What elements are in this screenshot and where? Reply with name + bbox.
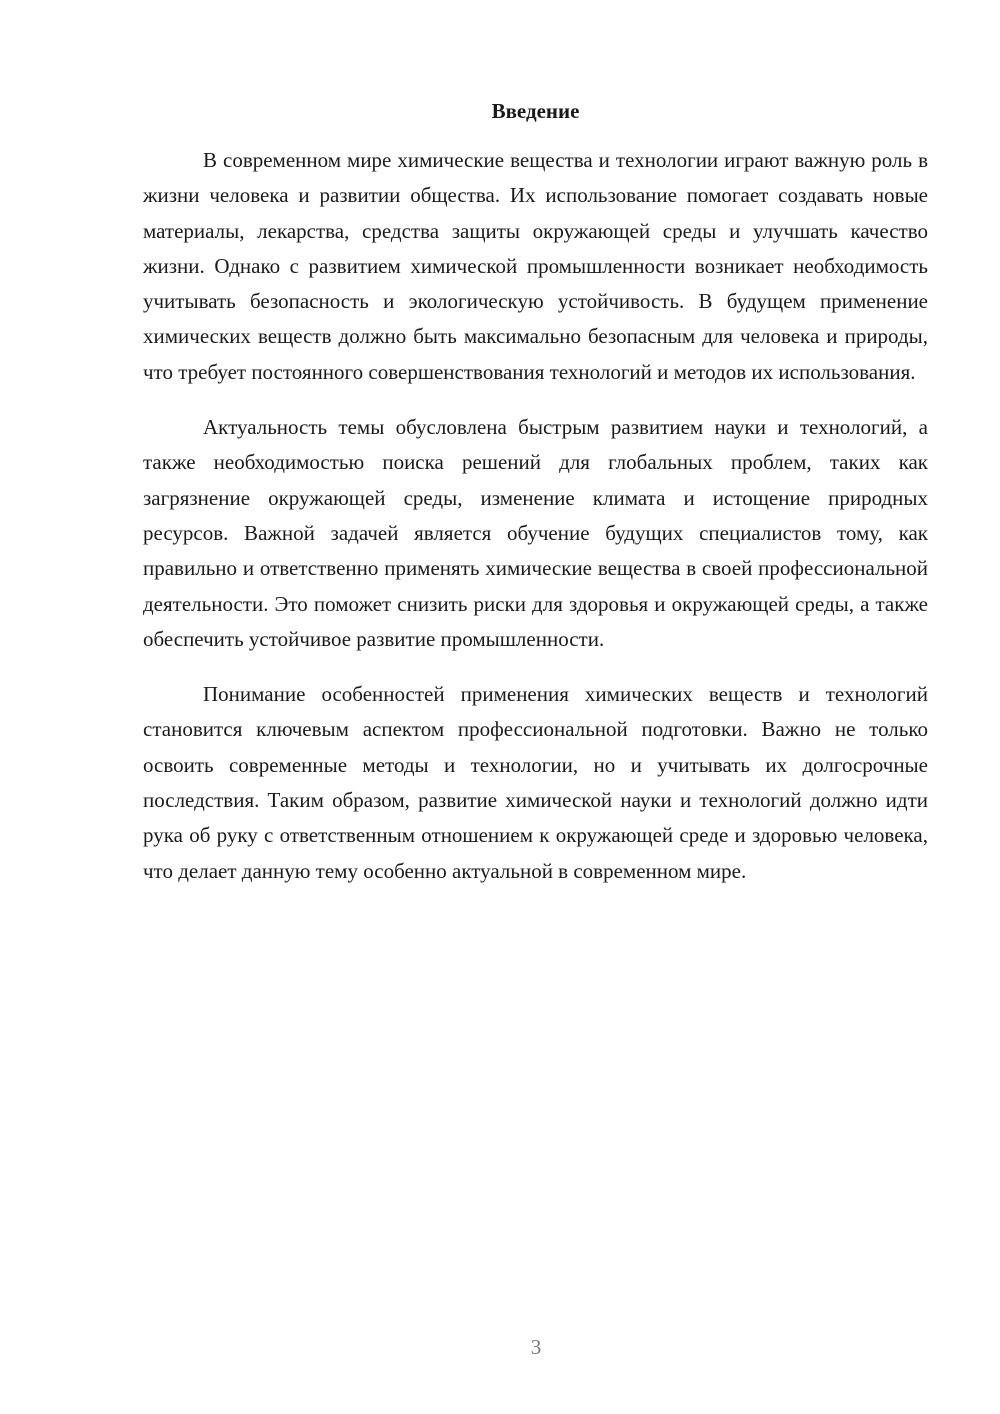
paragraph-1: В современном мире химические вещества и технологии играют важную роль в жизни человека и развитии общества. Их использование помогает создавать новые материалы, лекарства, средства защиты окружающей среды и улучшать качество жизни. Однако с развитием химической промышленности возникает необходимость учитывать безопасность и экологическую устойчивость. В будущем применение химических веществ должно быть максимально безопасным для человека и природы, что требует постоянного совершенствования технологий и методов их использования. xyxy=(143,148,928,384)
section-title: Введение xyxy=(491,99,580,123)
paragraph-3: Понимание особенностей применения химических веществ и технологий становится ключевым аспектом профессиональной подготовки. Важно не только освоить современные методы и технологии, но и учитывать их долгосрочные последствия. Таким образом, развитие химической науки и технологий должно идти рука об руку с ответственным отношением к окружающей среде и здоровью человека, что делает данную тему особенно актуальной в современном мире. xyxy=(143,682,928,883)
document-body xyxy=(143,143,928,909)
paragraph-2: Актуальность темы обусловлена быстрым развитием науки и технологий, а также необходимостью поиска решений для глобальных проблем, таких как загрязнение окружающей среды, изменение климата и истощение природных ресурсов. Важной задачей является обучение будущих специалистов тому, как правильно и ответственно применять химические вещества в своей профессиональной деятельности. Это поможет снизить риски для здоровья и окружающей среды, а также обеспечить устойчивое развитие промышленности. xyxy=(143,415,928,651)
page-number: 3 xyxy=(530,1335,542,1359)
